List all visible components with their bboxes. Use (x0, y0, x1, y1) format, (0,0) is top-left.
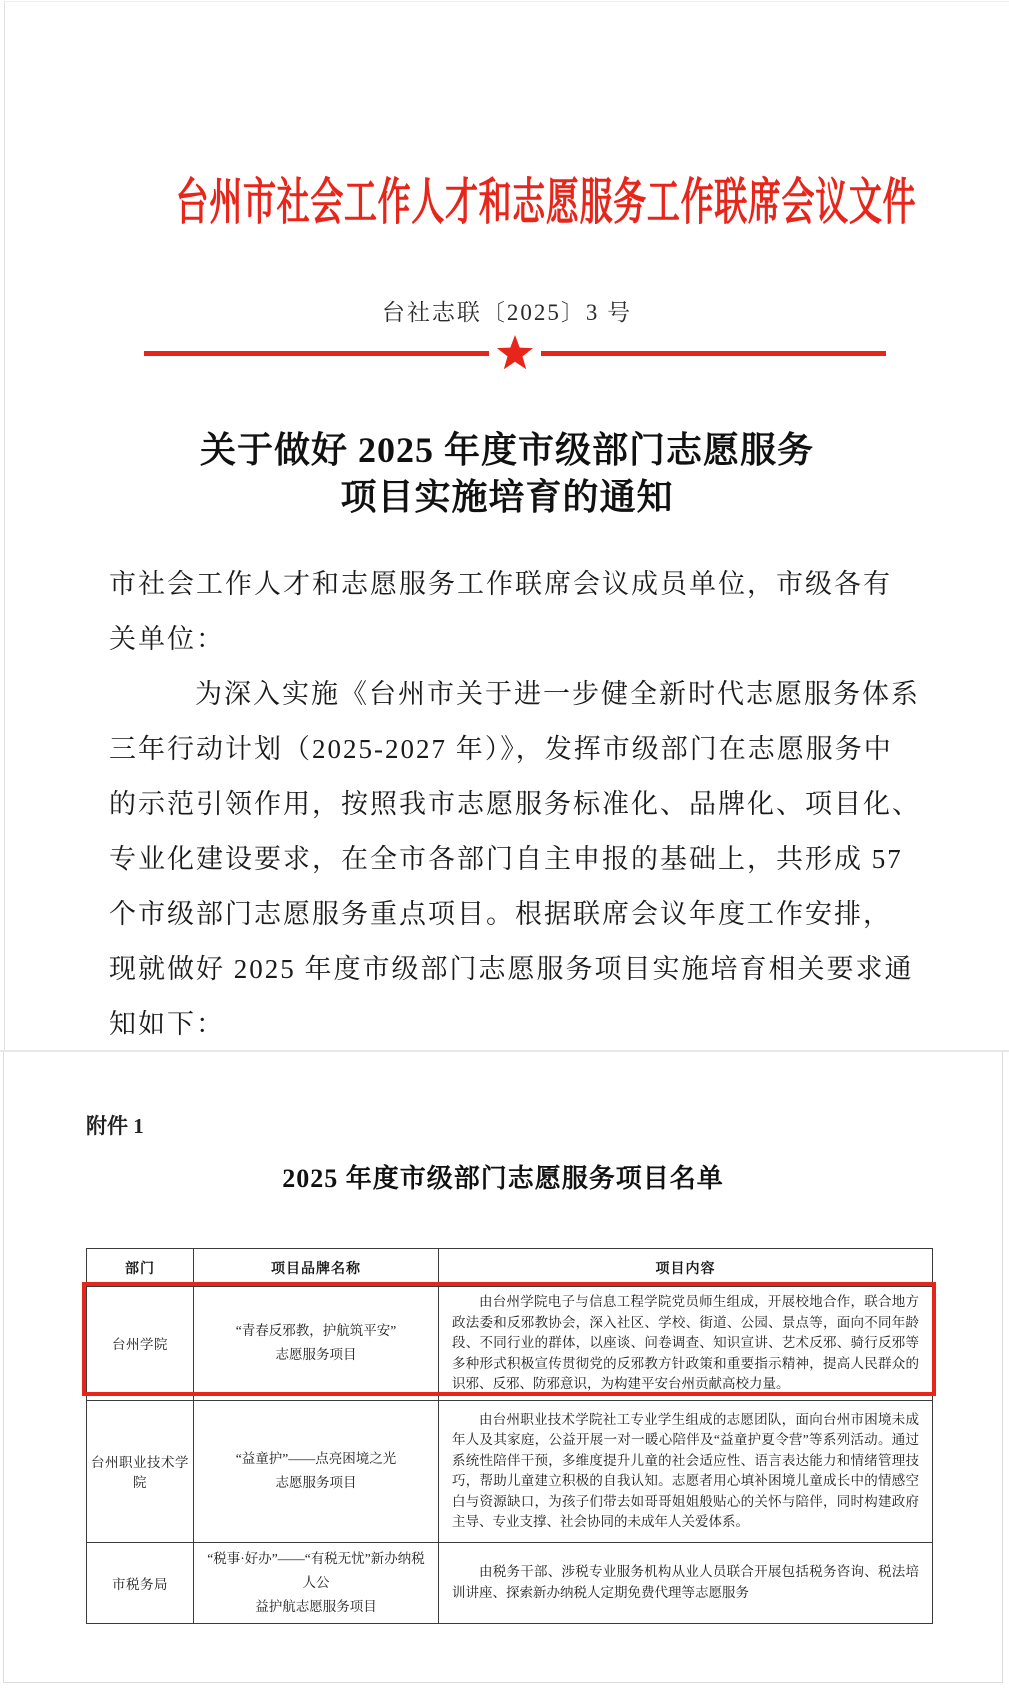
red-star-icon (489, 333, 541, 373)
attachment-title: 2025 年度市级部门志愿服务项目名单 (282, 1164, 724, 1193)
project-list-table (86, 1248, 933, 1624)
brand-line: 益护航志愿服务项目 (255, 1598, 377, 1614)
red-rule-left-segment (144, 351, 489, 356)
brand-line: “税事·好办”——“有税无忧”新办纳税人公 (207, 1550, 425, 1590)
document-number: 台社志联〔2025〕3 号 (381, 300, 633, 325)
red-divider-rule (144, 333, 886, 373)
brand-line: “益童护”——点亮困境之光 (235, 1451, 397, 1466)
column-header-brand-name: 项目品牌名称 (194, 1249, 439, 1287)
body-line: 关单位： (109, 624, 225, 654)
brand-line: 志愿服务项目 (275, 1347, 357, 1363)
document-title-line2: 项目实施培育的通知 (340, 477, 674, 517)
project-content-cell: 由台州职业技术学院社工专业学生组成的志愿团队，面向台州市困境未成年人及其家庭，公益开展一对一暖心陪伴及“益童护夏令营”等系列活动。通过系统性陪伴干预，多维度提升儿童的社会适应性、语言表达能力和情绪管理技巧，帮助儿童建立积极的自我认知。志愿者用心填补困境儿童成长中的情感空白与资源缺口，为孩子们带去如哥哥姐姐般贴心的关怀与陪伴，同时构建政府主导、专业支撑、社会协同的未成年人关爱体系。 (439, 1400, 933, 1542)
column-header-department: 部门 (87, 1249, 194, 1287)
red-rule-right-segment (541, 351, 886, 356)
brand-line: “青春反邪教，护航筑平安” (235, 1323, 397, 1339)
brand-name-cell (194, 1542, 439, 1623)
body-line: 的示范引领作用，按照我市志愿服务标准化、品牌化、项目化、 (109, 789, 921, 819)
table-header-row (87, 1249, 933, 1287)
table-row-taizhou-university (87, 1287, 933, 1401)
brand-name-cell (194, 1287, 439, 1401)
document-page-1 (4, 1, 1009, 1050)
table-row-municipal-tax-bureau (87, 1542, 933, 1623)
department-cell: 台州学院 (87, 1287, 194, 1401)
table-row-taizhou-vocational-college (87, 1400, 933, 1542)
attachment-label: 附件 1 (86, 1114, 144, 1138)
red-letterhead-title: 台州市社会工作人才和志愿服务工作联席会议文件 (175, 174, 917, 230)
body-line: 现就做好 2025 年度市级部门志愿服务项目实施培育相关要求通 (109, 954, 914, 984)
body-line: 三年行动计划（2025-2027 年）》，发挥市级部门在志愿服务中 (109, 734, 893, 764)
project-content-cell: 由税务干部、涉税专业服务机构从业人员联合开展包括税务咨询、税法培训讲座、探索新办纳税人定期免费代理等志愿服务 (439, 1542, 933, 1623)
department-cell: 市税务局 (87, 1542, 194, 1623)
body-line: 知如下： (109, 1009, 225, 1039)
document-title-line1: 关于做好 2025 年度市级部门志愿服务 (199, 430, 814, 470)
project-content-cell: 由台州学院电子与信息工程学院党员师生组成，开展校地合作，联合地方政法委和反邪教协会，深入社区、学校、街道、公园、景点等，面向不同年龄段、不同行业的群体，以座谈、问卷调查、知识宣讲、艺术反邪、骑行反邪等多种形式积极宣传贯彻党的反邪教方针政策和重要指示精神，提高人民群众的识邪、反邪、防邪意识，为构建平安台州贡献高校力量。 (439, 1287, 933, 1401)
brand-name-cell (194, 1400, 439, 1542)
body-line: 为深入实施《台州市关于进一步健全新时代志愿服务体系 (195, 679, 920, 709)
body-line: 个市级部门志愿服务重点项目。根据联席会议年度工作安排， (109, 899, 892, 929)
brand-line: 志愿服务项目 (275, 1475, 357, 1490)
document-page-2 (3, 1052, 1003, 1683)
column-header-project-content: 项目内容 (439, 1249, 933, 1287)
body-line: 专业化建设要求，在全市各部门自主申报的基础上，共形成 57 (109, 844, 903, 874)
body-line: 市社会工作人才和志愿服务工作联席会议成员单位，市级各有 (109, 569, 892, 599)
department-cell: 台州职业技术学院 (87, 1400, 194, 1542)
